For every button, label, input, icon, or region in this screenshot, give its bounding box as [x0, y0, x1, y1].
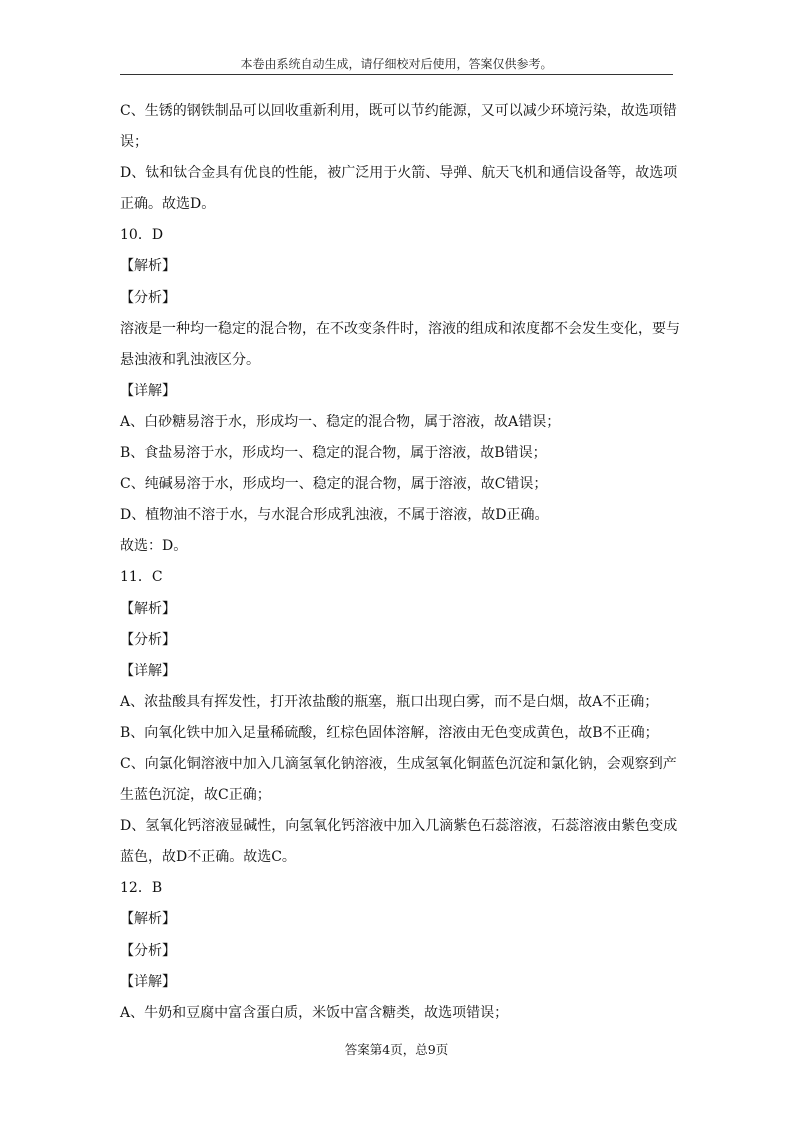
text-line: A、牛奶和豆腐中富含蛋白质，米饭中富含糖类，故选项错误；	[120, 1004, 509, 1021]
text-line: D、植物油不溶于水，与水混合形成乳浊液，不属于溶液，故D正确。	[120, 507, 549, 524]
text-line: B、向氧化铁中加入足量稀硫酸，红棕色固体溶解，溶液由无色变成黄色，故B不正确；	[120, 724, 659, 741]
text-line: 【解析】	[120, 258, 176, 275]
text-line: 故选：D。	[120, 538, 188, 555]
text-line: 10．D	[120, 227, 164, 244]
text-line: 【分析】	[120, 942, 176, 959]
text-line: 【分析】	[120, 289, 176, 306]
text-line: 误；	[120, 134, 148, 151]
text-line: D、氢氧化钙溶液显碱性，向氢氧化钙溶液中加入几滴紫色石蕊溶液，石蕊溶液由紫色变成	[120, 818, 678, 835]
text-line: 【详解】	[120, 662, 176, 679]
text-line: 【详解】	[120, 973, 176, 990]
text-line: 【分析】	[120, 631, 176, 648]
text-line: 正确。故选D。	[120, 196, 216, 213]
answer-content	[120, 96, 680, 1029]
text-line: 【详解】	[120, 382, 176, 399]
text-line: 生蓝色沉淀，故C正确；	[120, 787, 271, 804]
text-line: D、钛和钛合金具有优良的性能，被广泛用于火箭、导弹、航天飞机和通信设备等，故选项	[120, 165, 678, 182]
text-line: A、浓盐酸具有挥发性，打开浓盐酸的瓶塞，瓶口出现白雾，而不是白烟，故A不正确；	[120, 693, 659, 710]
text-line: C、生锈的钢铁制品可以回收重新利用，既可以节约能源，又可以减少环境污染，故选项错	[120, 103, 677, 119]
text-line: 12．B	[120, 880, 163, 897]
text-line: C、纯碱易溶于水，形成均一、稳定的混合物，属于溶液，故C错误；	[120, 476, 548, 493]
text-line: C、向氯化铜溶液中加入几滴氢氧化钠溶液，生成氢氧化铜蓝色沉淀和氯化钠，会观察到产	[120, 755, 677, 772]
text-line: 溶液是一种均一稳定的混合物，在不改变条件时，溶液的组成和浓度都不会发生变化，要与	[120, 320, 680, 337]
text-line: 【解析】	[120, 911, 176, 928]
header-rule	[120, 74, 673, 75]
page-header: 本卷由系统自动生成，请仔细校对后使用，答案仅供参考。	[240, 57, 553, 71]
text-line: 11．C	[120, 569, 163, 586]
page-footer: 答案第4页，总9页	[344, 1042, 449, 1057]
text-line: 【解析】	[120, 600, 176, 617]
text-line: A、白砂糖易溶于水，形成均一、稳定的混合物，属于溶液，故A错误；	[120, 413, 561, 430]
text-line: B、食盐易溶于水，形成均一、稳定的混合物，属于溶液，故B错误；	[120, 445, 547, 462]
text-line: 悬浊液和乳浊液区分。	[120, 351, 260, 368]
text-line: 蓝色，故D不正确。故选C。	[120, 849, 296, 866]
